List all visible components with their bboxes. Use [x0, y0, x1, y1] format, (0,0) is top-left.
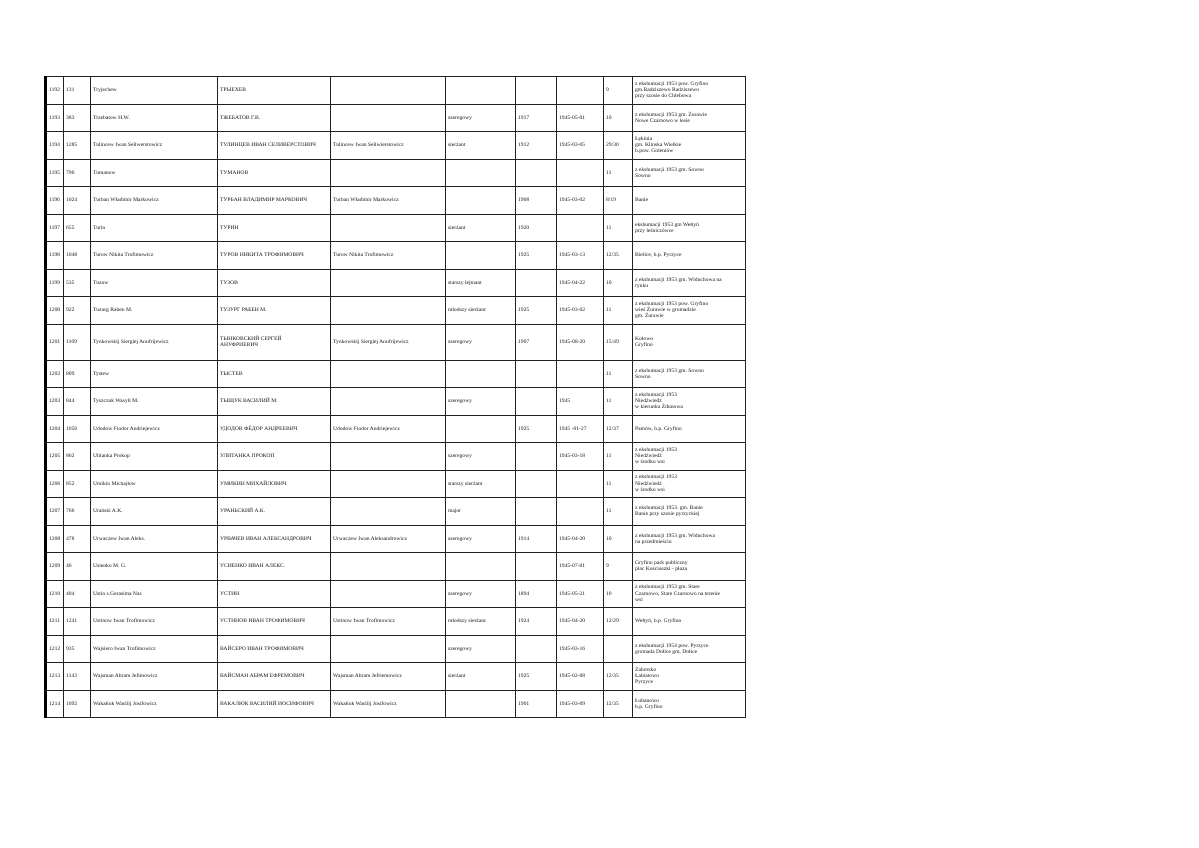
grave-number-cell: 1056	[64, 415, 91, 443]
grave-number-cell: 922	[64, 297, 91, 325]
birth-year-cell	[516, 269, 557, 297]
row-index-cell: 1212	[46, 635, 64, 663]
table-row	[46, 360, 746, 388]
table-row	[46, 159, 746, 187]
grave-number-cell: 655	[64, 214, 91, 242]
birth-year-cell: 1920	[516, 214, 557, 242]
military-rank-cell: sierżant	[446, 663, 516, 691]
table-row	[46, 553, 746, 581]
name-cyrillic-cell: УСИЕНКО ИВАН АЛЕКС.	[218, 553, 331, 581]
name-cyrillic-cell: УРАНЬСКИЙ А.К.	[218, 498, 331, 526]
name-cyrillic-cell: ТЖЕБАТОВ Г.В.	[218, 104, 331, 132]
military-rank-cell	[446, 690, 516, 718]
name-latin-cell: Tystew	[91, 360, 218, 388]
name-latin-cell: Turban Władimir Markowicz	[91, 187, 218, 215]
birth-year-cell: 1914	[516, 525, 557, 553]
death-date-cell: 1945-07-01	[557, 553, 604, 581]
military-rank-cell: sierżant	[446, 132, 516, 160]
plot-number-cell: 11	[604, 498, 633, 526]
table-row	[46, 608, 746, 636]
burial-place-cell: z ekshumacji 1953 Niedźwiedź w kierunku Żdunowa	[633, 388, 746, 416]
row-index-cell: 1205	[46, 443, 64, 471]
death-date-cell	[557, 470, 604, 498]
plot-number-cell: 12/35	[604, 242, 633, 270]
name-latin-cell: Tumanow	[91, 159, 218, 187]
burial-place-cell: z ekshumacji 1953 Niedźwiedź w środku wsi	[633, 470, 746, 498]
burial-place-cell: Banie	[633, 187, 746, 215]
birth-year-cell	[516, 159, 557, 187]
name-latin-full-cell	[331, 443, 446, 471]
name-latin-cell: Turow Nikita Trofimowicz	[91, 242, 218, 270]
name-latin-full-cell	[331, 104, 446, 132]
row-index-cell: 1201	[46, 324, 64, 360]
name-latin-cell: Tuzurg Raben M.	[91, 297, 218, 325]
name-latin-full-cell	[331, 553, 446, 581]
military-rank-cell	[446, 242, 516, 270]
grave-number-cell: 862	[64, 443, 91, 471]
name-latin-cell: Tynkowskij Siergiej Anufrijewicz	[91, 324, 218, 360]
name-cyrillic-cell: ТЫНКОВСКИЙ СЕРГЕЙ АНУФРИЕВИЧ	[218, 324, 331, 360]
name-cyrillic-cell: ВАКАЛЮК ВАСИЛИЙ ИОСИФОВИЧ	[218, 690, 331, 718]
plot-number-cell: 11	[604, 388, 633, 416]
military-rank-cell	[446, 77, 516, 105]
row-index-cell: 1206	[46, 470, 64, 498]
table-row	[46, 132, 746, 160]
row-index-cell: 1197	[46, 214, 64, 242]
name-latin-cell: Urwaczew Iwan Aleks.	[91, 525, 218, 553]
military-rank-cell	[446, 553, 516, 581]
name-latin-full-cell: Turban Władimir Markowicz	[331, 187, 446, 215]
name-latin-full-cell	[331, 635, 446, 663]
plot-number-cell: 11	[604, 360, 633, 388]
table-row	[46, 324, 746, 360]
table-row	[46, 635, 746, 663]
name-latin-cell: Tulincew Iwan Seliwerstowicz	[91, 132, 218, 160]
name-latin-cell: Umikin Michajłow	[91, 470, 218, 498]
burial-place-cell: z ekshumacji 1953 gm. Widuchowa na rynku	[633, 269, 746, 297]
military-rank-cell: szeregowy	[446, 324, 516, 360]
row-index-cell: 1214	[46, 690, 64, 718]
military-rank-cell: szeregowy	[446, 443, 516, 471]
table-row	[46, 470, 746, 498]
military-rank-cell: starszy lejtnant	[446, 269, 516, 297]
death-date-cell: 1945-03-02	[557, 187, 604, 215]
name-latin-full-cell	[331, 580, 446, 608]
table-row	[46, 388, 746, 416]
birth-year-cell: 1924	[516, 608, 557, 636]
plot-number-cell: 12/37	[604, 415, 633, 443]
table-row	[46, 77, 746, 105]
row-index-cell: 1195	[46, 159, 64, 187]
burial-place-cell: Łubanowo b.p. Gryfino	[633, 690, 746, 718]
table-row	[46, 498, 746, 526]
birth-year-cell: 1925	[516, 415, 557, 443]
birth-year-cell: 1901	[516, 690, 557, 718]
burial-place-cell: ekshumacji 1953 gm Wełtyń przy leśniczówce	[633, 214, 746, 242]
row-index-cell: 1202	[46, 360, 64, 388]
name-cyrillic-cell: ТУРБАН ВЛАДИМИР МАРКОВИЧ	[218, 187, 331, 215]
name-latin-full-cell: Tynkowskij Siergiej Anufrijewicz	[331, 324, 446, 360]
plot-number-cell: 11	[604, 214, 633, 242]
burial-place-cell: z ekshumacji 1953 gm. Widuchowa na przedmieściu	[633, 525, 746, 553]
burial-place-cell: z ekshumacji 1953 gm. Sowno Sowno	[633, 159, 746, 187]
grave-number-cell: 852	[64, 470, 91, 498]
burial-place-cell: Łękinia gm. Klinska Wielkie b.pow. Goleniów	[633, 132, 746, 160]
birth-year-cell	[516, 498, 557, 526]
death-date-cell: 1945-05-21	[557, 580, 604, 608]
plot-number-cell: 10	[604, 104, 633, 132]
grave-number-cell: 809	[64, 360, 91, 388]
death-date-cell	[557, 498, 604, 526]
burial-place-cell: z ekshumacji 1954 pow. Pyrzyce gromada Dołice gm. Dołice	[633, 635, 746, 663]
death-date-cell	[557, 360, 604, 388]
burial-place-cell: z ekshumacji 1953 pow. Gryfino gm.Radziszewo Radziszewo przy szosie do Chlebowa	[633, 77, 746, 105]
row-index-cell: 1213	[46, 663, 64, 691]
name-latin-full-cell: Urwaczew Iwan Aleksandrowicz	[331, 525, 446, 553]
grave-number-cell: 404	[64, 580, 91, 608]
table-row	[46, 663, 746, 691]
row-index-cell: 1207	[46, 498, 64, 526]
row-index-cell: 1198	[46, 242, 64, 270]
name-latin-full-cell	[331, 269, 446, 297]
birth-year-cell	[516, 360, 557, 388]
plot-number-cell: 29/30	[604, 132, 633, 160]
name-latin-cell: Udodow Fiodor Andriejewicz	[91, 415, 218, 443]
grave-number-cell: 1241	[64, 608, 91, 636]
burial-register-sheet	[44, 76, 744, 718]
death-date-cell: 1945-04-20	[557, 608, 604, 636]
name-latin-full-cell: Wakałiuk Wasilij Josifowicz	[331, 690, 446, 718]
plot-number-cell: 12/29	[604, 608, 633, 636]
military-rank-cell: szeregowy	[446, 388, 516, 416]
birth-year-cell: 1925	[516, 663, 557, 691]
name-latin-cell: Tryjechew	[91, 77, 218, 105]
grave-number-cell: 844	[64, 388, 91, 416]
plot-number-cell: 11	[604, 443, 633, 471]
name-latin-full-cell: Tulincew Iwan Seliwierstowicz	[331, 132, 446, 160]
grave-number-cell: 478	[64, 525, 91, 553]
birth-year-cell: 1925	[516, 297, 557, 325]
death-date-cell: 1945-03-09	[557, 690, 604, 718]
birth-year-cell: 1907	[516, 324, 557, 360]
name-latin-full-cell	[331, 77, 446, 105]
name-cyrillic-cell: ТУРОВ НИКИТА ТРОФИМОВИЧ	[218, 242, 331, 270]
table-row	[46, 690, 746, 718]
grave-number-cell: 796	[64, 159, 91, 187]
death-date-cell: 1945-02-08	[557, 663, 604, 691]
name-latin-cell: Turin	[91, 214, 218, 242]
name-latin-cell: Wajsman Abram Jefimowicz	[91, 663, 218, 691]
death-date-cell	[557, 77, 604, 105]
grave-number-cell: 1024	[64, 187, 91, 215]
grave-number-cell: 1143	[64, 663, 91, 691]
table-row	[46, 297, 746, 325]
row-index-cell: 1193	[46, 104, 64, 132]
row-index-cell: 1199	[46, 269, 64, 297]
name-latin-cell: Trzebatow H.W.	[91, 104, 218, 132]
plot-number-cell: 10	[604, 580, 633, 608]
burial-place-cell: z ekshumacji 1953 pow. Gryfino wieś Żurawie w gromadzie gm. Żurawie	[633, 297, 746, 325]
grave-number-cell: 1169	[64, 324, 91, 360]
name-cyrillic-cell: ТУРИН	[218, 214, 331, 242]
table-row	[46, 580, 746, 608]
name-latin-full-cell: Udodow Fiodor Andriejewicz	[331, 415, 446, 443]
burial-place-cell: z ekshumacji 1953 gm. Stare Czarnowo, Stare Czarnowo na terenie wsi	[633, 580, 746, 608]
plot-number-cell: 11	[604, 297, 633, 325]
table-row	[46, 443, 746, 471]
name-latin-full-cell	[331, 388, 446, 416]
name-cyrillic-cell: УМИКИН МИХАЙЛОВИЧ	[218, 470, 331, 498]
death-date-cell: 1945-04-22	[557, 269, 604, 297]
table-row	[46, 214, 746, 242]
name-latin-cell: Ustin s.Gerasima Nar.	[91, 580, 218, 608]
military-rank-cell: starszy sierżant	[446, 470, 516, 498]
death-date-cell: 1945-04-20	[557, 525, 604, 553]
death-date-cell: 1945-03-16	[557, 635, 604, 663]
name-cyrillic-cell: ТРЫЕХЕВ	[218, 77, 331, 105]
plot-number-cell: 15/49	[604, 324, 633, 360]
plot-number-cell: 10	[604, 525, 633, 553]
death-date-cell: 1945-03-18	[557, 443, 604, 471]
row-index-cell: 1194	[46, 132, 64, 160]
name-latin-full-cell	[331, 470, 446, 498]
plot-number-cell: 8/19	[604, 187, 633, 215]
name-latin-cell: Ustinow Iwan Trofimowicz	[91, 608, 218, 636]
name-latin-full-cell	[331, 214, 446, 242]
name-latin-full-cell: Ustinow Iwan Trofimowicz	[331, 608, 446, 636]
plot-number-cell: 10	[604, 269, 633, 297]
plot-number-cell: 9	[604, 553, 633, 581]
death-date-cell: 1945 -01-27	[557, 415, 604, 443]
table-row	[46, 525, 746, 553]
burial-place-cell: Wełtyń, b.p. Gryfino	[633, 608, 746, 636]
table-row	[46, 242, 746, 270]
death-date-cell: 1945-05-01	[557, 104, 604, 132]
grave-number-cell: 131	[64, 77, 91, 105]
row-index-cell: 1200	[46, 297, 64, 325]
burial-place-cell: Bielice, b.p. Pyrzyce	[633, 242, 746, 270]
burial-register-table	[44, 76, 746, 718]
name-latin-cell: Ulitanka Prokop	[91, 443, 218, 471]
table-row	[46, 104, 746, 132]
table-row	[46, 269, 746, 297]
death-date-cell: 1945-03-13	[557, 242, 604, 270]
military-rank-cell: szeregowy	[446, 104, 516, 132]
birth-year-cell	[516, 443, 557, 471]
burial-place-cell: Pamów, b.p. Gryfino	[633, 415, 746, 443]
burial-place-cell: z ekshumacji 1953. gm. Banie Banie przy szosie pyrzyckiej	[633, 498, 746, 526]
death-date-cell	[557, 159, 604, 187]
military-rank-cell: młodszy sierżant	[446, 608, 516, 636]
grave-number-cell: 766	[64, 498, 91, 526]
military-rank-cell	[446, 159, 516, 187]
military-rank-cell	[446, 187, 516, 215]
name-cyrillic-cell: ТУЛИНЦЕВ ИВАН СЕЛИВЕРСТОВИЧ	[218, 132, 331, 160]
name-latin-cell: Urański A.K.	[91, 498, 218, 526]
grave-number-cell: 46	[64, 553, 91, 581]
birth-year-cell: 1894	[516, 580, 557, 608]
birth-year-cell: 1925	[516, 242, 557, 270]
death-date-cell	[557, 214, 604, 242]
row-index-cell: 1192	[46, 77, 64, 105]
row-index-cell: 1204	[46, 415, 64, 443]
name-latin-full-cell: Wajsman Abram Jefriemowicz	[331, 663, 446, 691]
name-cyrillic-cell: ТУЗОВ	[218, 269, 331, 297]
burial-place-cell: z ekshumacji 1953 gm. Żurawie Nowe Czarnowo w lesie	[633, 104, 746, 132]
burial-place-cell: Kołowo Gryfino	[633, 324, 746, 360]
row-index-cell: 1210	[46, 580, 64, 608]
name-latin-cell: Usienko M. G.	[91, 553, 218, 581]
name-cyrillic-cell: ТУМАНОВ	[218, 159, 331, 187]
grave-number-cell: 383	[64, 104, 91, 132]
birth-year-cell	[516, 470, 557, 498]
burial-place-cell: z ekshumacji 1953 gm. Sowno Sowno	[633, 360, 746, 388]
name-latin-cell: Tyszczuk Wasyli M.	[91, 388, 218, 416]
grave-number-cell: 535	[64, 269, 91, 297]
name-latin-full-cell	[331, 159, 446, 187]
row-index-cell: 1211	[46, 608, 64, 636]
name-cyrillic-cell: УСТИНОВ ИВАН ТРОФИМОВИЧ	[218, 608, 331, 636]
burial-place-cell: Gryfino park publiczny plac Kościuszki - płaza	[633, 553, 746, 581]
burial-place-cell: z ekshumacji 1953 Niedźwiedź w środku wsi	[633, 443, 746, 471]
grave-number-cell: 1092	[64, 690, 91, 718]
military-rank-cell: szeregowy	[446, 635, 516, 663]
name-latin-full-cell	[331, 360, 446, 388]
death-date-cell: 1945-03-02	[557, 297, 604, 325]
plot-number-cell: 12/35	[604, 690, 633, 718]
plot-number-cell: 11	[604, 159, 633, 187]
row-index-cell: 1203	[46, 388, 64, 416]
military-rank-cell: szeregowy	[446, 580, 516, 608]
name-latin-full-cell	[331, 297, 446, 325]
name-latin-cell: Tuzow	[91, 269, 218, 297]
death-date-cell: 1945	[557, 388, 604, 416]
plot-number-cell: 11	[604, 470, 633, 498]
plot-number-cell: 9	[604, 77, 633, 105]
military-rank-cell: sierżant	[446, 214, 516, 242]
name-cyrillic-cell: УРВАЧЕВ ИВАН АЛЕКСАНДРОВИЧ	[218, 525, 331, 553]
birth-year-cell	[516, 77, 557, 105]
military-rank-cell: major	[446, 498, 516, 526]
row-index-cell: 1196	[46, 187, 64, 215]
military-rank-cell: szeregowy	[446, 525, 516, 553]
name-latin-full-cell	[331, 498, 446, 526]
military-rank-cell: młodszy sierżant	[446, 297, 516, 325]
burial-place-cell: Zaborsko Łabiatowo Pyrzyce	[633, 663, 746, 691]
birth-year-cell: 1908	[516, 187, 557, 215]
name-cyrillic-cell: ТЫСТЕВ	[218, 360, 331, 388]
birth-year-cell: 1912	[516, 132, 557, 160]
grave-number-cell: 1285	[64, 132, 91, 160]
name-cyrillic-cell: ВАЙСЕРО ИВАН ТРОФИМОВИЧ	[218, 635, 331, 663]
name-cyrillic-cell: УСТИН	[218, 580, 331, 608]
grave-number-cell: 1048	[64, 242, 91, 270]
name-latin-cell: Wajsiero Iwan Trofimowicz	[91, 635, 218, 663]
birth-year-cell	[516, 388, 557, 416]
name-cyrillic-cell: УДОДОВ ФЁДОР АНДРЕЕВИЧ	[218, 415, 331, 443]
plot-number-cell: 12/35	[604, 663, 633, 691]
birth-year-cell	[516, 635, 557, 663]
birth-year-cell	[516, 553, 557, 581]
name-cyrillic-cell: ТЫЩУК ВАСИЛИЙ М.	[218, 388, 331, 416]
grave-number-cell: 935	[64, 635, 91, 663]
military-rank-cell	[446, 415, 516, 443]
row-index-cell: 1208	[46, 525, 64, 553]
name-cyrillic-cell: УЛИТАНКА ПРОКОП	[218, 443, 331, 471]
name-cyrillic-cell: ТУЗУРГ РАБЕН М.	[218, 297, 331, 325]
name-latin-cell: Wakałiuk Wasilij Josifowicz	[91, 690, 218, 718]
military-rank-cell	[446, 360, 516, 388]
name-cyrillic-cell: ВАЙСМАН АБРАМ ЕФРЕМОВИЧ	[218, 663, 331, 691]
death-date-cell: 1945-08-20	[557, 324, 604, 360]
row-index-cell: 1209	[46, 553, 64, 581]
table-row	[46, 187, 746, 215]
table-row	[46, 415, 746, 443]
death-date-cell: 1945-03-05	[557, 132, 604, 160]
plot-number-cell	[604, 635, 633, 663]
name-latin-full-cell: Turow Nikita Trofimowicz	[331, 242, 446, 270]
birth-year-cell: 1917	[516, 104, 557, 132]
